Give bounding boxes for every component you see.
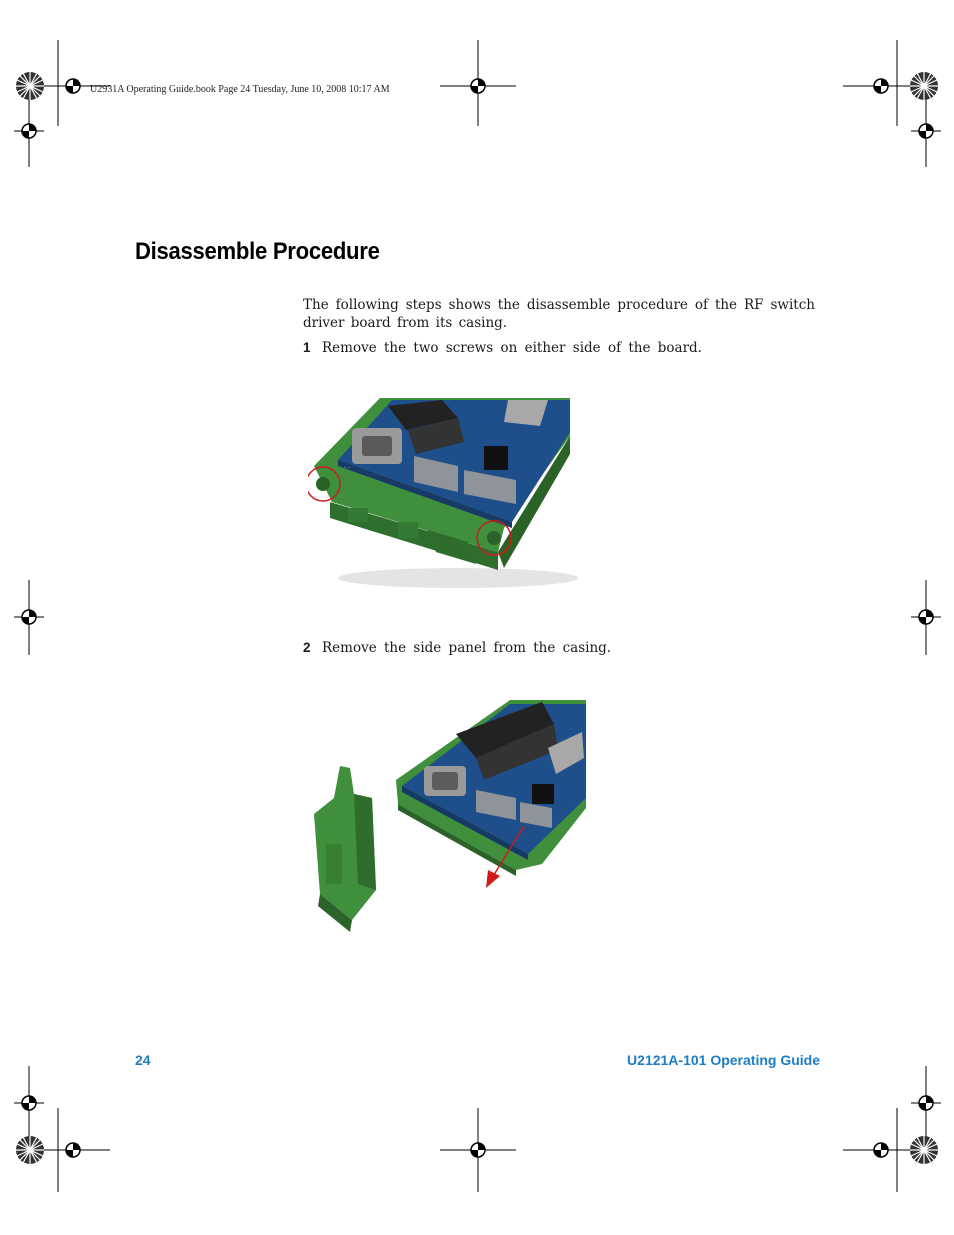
step-2 bbox=[303, 640, 611, 656]
side-panel-removal-photo bbox=[306, 694, 586, 956]
board-screws-photo bbox=[308, 396, 580, 592]
page-number: 24 bbox=[135, 1052, 151, 1068]
book-file-info: U2931A Operating Guide.book Page 24 Tuesday, June 10, 2008 10:17 AM bbox=[90, 84, 390, 95]
step-1 bbox=[303, 340, 702, 356]
footer-guide-title: U2121A-101 Operating Guide bbox=[627, 1052, 820, 1068]
step-text: Remove the two screws on either side of the board. bbox=[322, 340, 702, 356]
intro-paragraph: The following steps shows the disassemble procedure of the RF switch driver board from its casing. bbox=[303, 297, 815, 331]
page-title: Disassemble Procedure bbox=[135, 238, 380, 265]
step-text: Remove the side panel from the casing. bbox=[322, 640, 612, 656]
svg-text:· ·: · · bbox=[344, 465, 350, 472]
step-number: 2 bbox=[303, 640, 311, 655]
step-number: 1 bbox=[303, 340, 311, 355]
